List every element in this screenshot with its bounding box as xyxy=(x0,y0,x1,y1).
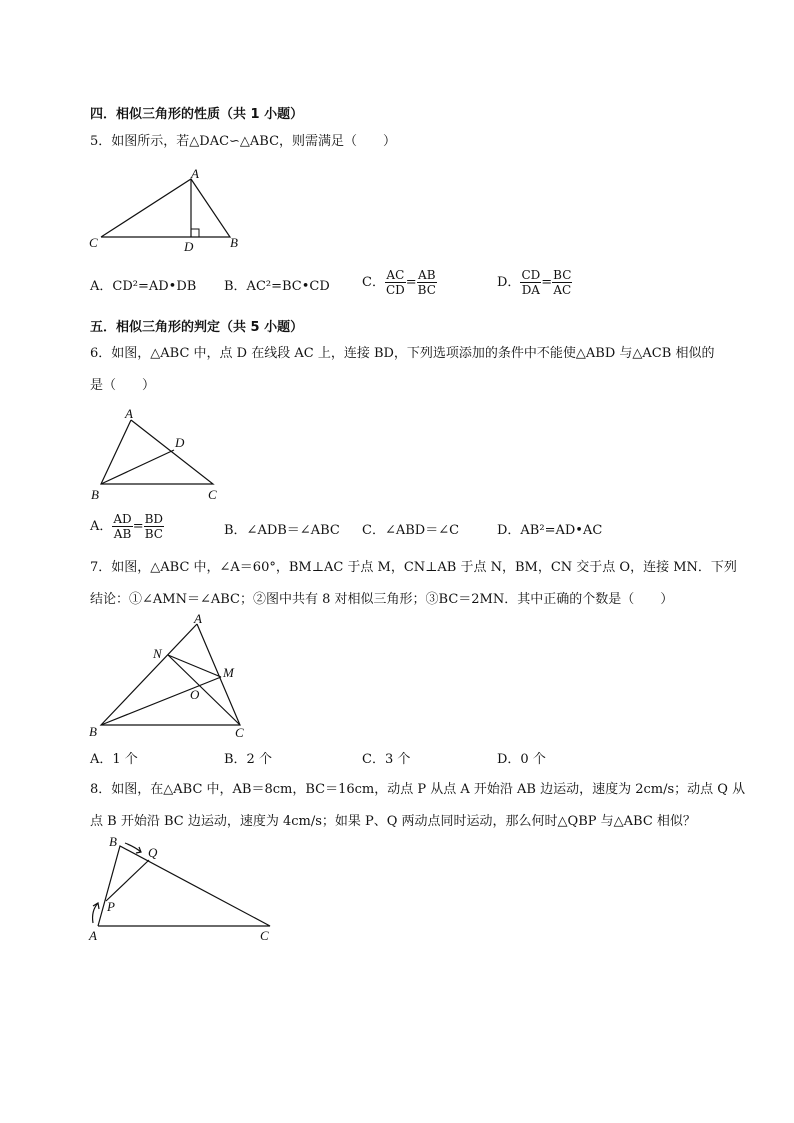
q8-stem-line1: 8．如图，在△ABC 中，AB＝8cm，BC＝16cm，动点 P 从点 A 开始沿 AB 边运动，速度为 2cm/s；动点 Q 从 xyxy=(90,782,746,797)
q5-option-d-prefix: D． xyxy=(497,275,521,290)
section-4-title: 四．相似三角形的性质（共 1 小题） xyxy=(90,107,304,122)
q8-label-p: P xyxy=(107,899,115,914)
q6-label-b: B xyxy=(91,487,99,502)
q6-option-b[interactable]: B．∠ADB＝∠ABC xyxy=(224,523,340,538)
q5-label-c: C xyxy=(89,235,98,250)
q5-d-eq: = xyxy=(541,275,553,290)
q5-c-num1: AC xyxy=(386,268,405,282)
q5-c-den1: CD xyxy=(385,283,405,297)
q5-c-eq: = xyxy=(405,275,417,290)
q6-stem-line2: 是（ ） xyxy=(90,378,156,393)
q5-option-a[interactable]: A．CD²=AD•DB xyxy=(90,279,197,294)
q6-triangle-diagram xyxy=(85,404,235,504)
q5-c-den2: BC xyxy=(417,283,436,297)
q6-a-den2: BC xyxy=(144,527,163,541)
q5-option-c-prefix: C． xyxy=(362,275,385,290)
q6-label-a: A xyxy=(125,406,133,421)
q8-label-c: C xyxy=(260,928,269,943)
q6-a-den1: AB xyxy=(113,527,132,541)
q7-triangle-diagram xyxy=(85,610,260,742)
q5-option-c[interactable] xyxy=(362,268,437,297)
q8-label-q: Q xyxy=(148,845,158,860)
q5-d-num2: BC xyxy=(553,268,572,282)
q6-option-d[interactable]: D．AB²=AD•AC xyxy=(497,523,603,538)
q8-stem-line2: 点 B 开始沿 BC 边运动，速度为 4cm/s；如果 P、Q 两动点同时运动，那么何时△QBP 与△ABC 相似？ xyxy=(90,814,696,829)
q6-a-num2: BD xyxy=(144,512,164,526)
section-5-title: 五．相似三角形的判定（共 5 小题） xyxy=(90,320,304,335)
q5-d-den1: DA xyxy=(521,283,540,297)
q7-stem-line1: 7．如图，△ABC 中，∠A＝60°，BM⊥AC 于点 M，CN⊥AB 于点 N，BM，CN 交于点 O，连接 MN．下列 xyxy=(90,560,737,575)
q5-triangle-diagram xyxy=(85,165,255,255)
q5-label-b: B xyxy=(230,235,238,250)
q7-label-n: N xyxy=(153,646,162,661)
q8-label-b: B xyxy=(109,834,117,849)
q5-option-d[interactable] xyxy=(497,268,572,297)
q6-option-c[interactable]: C．∠ABD＝∠C xyxy=(362,523,460,538)
q5-label-d: D xyxy=(184,239,194,254)
q7-label-b: B xyxy=(89,724,97,739)
q6-a-num1: AD xyxy=(113,512,132,526)
q5-d-num1: CD xyxy=(521,268,541,282)
q6-option-a-prefix: A． xyxy=(90,519,113,534)
q7-option-d[interactable]: D．0 个 xyxy=(497,752,546,767)
q7-stem-line2: 结论：①∠AMN＝∠ABC；②图中共有 8 对相似三角形；③BC＝2MN．其中正确的个数是（ ） xyxy=(90,592,674,607)
q5-option-b[interactable]: B．AC²=BC•CD xyxy=(224,279,330,294)
q6-a-eq: = xyxy=(132,519,144,534)
q6-option-a[interactable] xyxy=(90,512,164,541)
q6-label-d: D xyxy=(175,435,185,450)
q7-option-b[interactable]: B．2 个 xyxy=(224,752,272,767)
q7-label-a: A xyxy=(194,611,202,626)
q7-option-c[interactable]: C．3 个 xyxy=(362,752,411,767)
q5-c-num2: AB xyxy=(418,268,436,282)
q7-label-c: C xyxy=(235,725,244,740)
q6-stem-line1: 6．如图，△ABC 中，点 D 在线段 AC 上，连接 BD，下列选项添加的条件中不能使△ABD 与△ACB 相似的 xyxy=(90,346,715,361)
q6-label-c: C xyxy=(208,487,217,502)
q7-label-m: M xyxy=(223,665,234,680)
q5-d-den2: AC xyxy=(553,283,572,297)
q7-option-a[interactable]: A．1 个 xyxy=(90,752,138,767)
q5-stem: 5．如图所示，若△DAC∽△ABC，则需满足（ ） xyxy=(90,134,397,149)
q8-label-a: A xyxy=(89,928,97,943)
q7-label-o: O xyxy=(190,687,200,702)
q5-label-a: A xyxy=(191,166,199,181)
q8-triangle-diagram xyxy=(85,833,285,945)
